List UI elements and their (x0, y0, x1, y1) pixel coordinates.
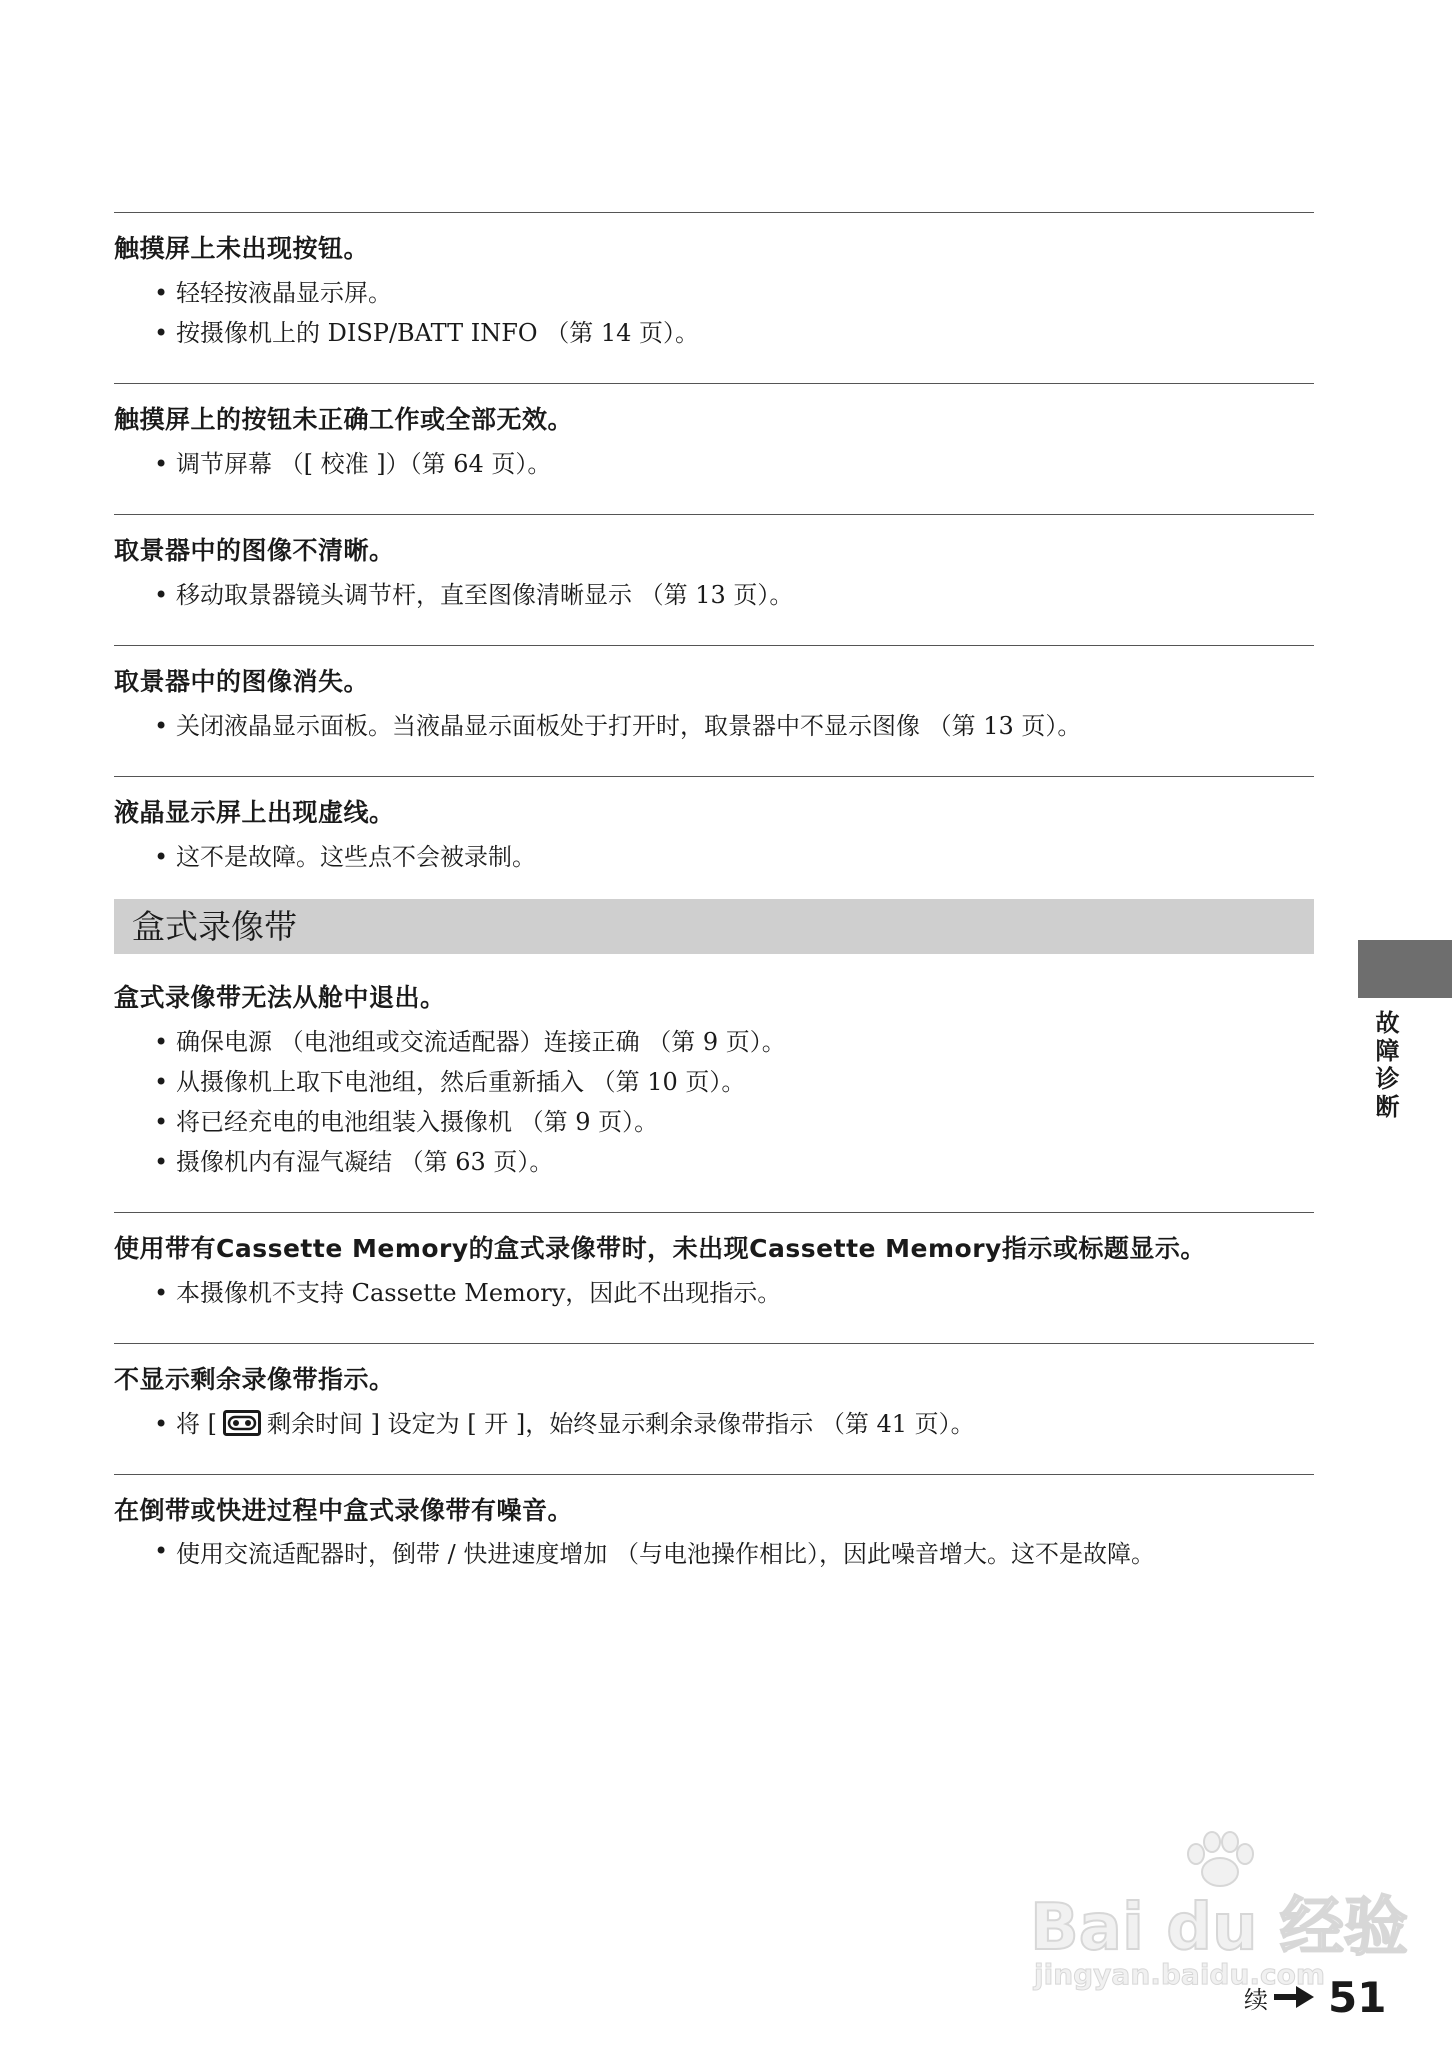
trouble-section (114, 645, 1314, 746)
list-item: • 确保电源 （电池组或交流适配器）连接正确 （第 9 页）。 (176, 1022, 1314, 1062)
item-list (114, 1404, 1314, 1444)
watermark-url: jingyan.baidu.com (1034, 1958, 1326, 1991)
trouble-section (114, 212, 1314, 353)
item-list (114, 444, 1314, 484)
page-number: 51 (1328, 1972, 1387, 2022)
list-item: • 轻轻按液晶显示屏。 (176, 273, 1314, 313)
item-list (114, 1535, 1314, 1571)
section-heading: 使用带有Cassette Memory的盒式录像带时，未出现Cassette Memory指示或标题显示。 (114, 1234, 1206, 1263)
item-list (114, 575, 1314, 615)
trouble-section (114, 1212, 1314, 1313)
item-suffix: 剩余时间 ] 设定为 [ 开 ]，始终显示剩余录像带指示 （第 41 页）。 (267, 1410, 975, 1438)
chapter-label: 故障诊断 (1371, 1010, 1399, 1122)
trouble-section (114, 954, 1314, 1182)
section-heading: 触摸屏上的按钮未正确工作或全部无效。 (114, 405, 574, 434)
section-heading: 取景器中的图像消失。 (114, 667, 370, 696)
section-heading: 在倒带或快进过程中盒式录像带有噪音。 (114, 1496, 574, 1525)
list-item: • 关闭液晶显示面板。当液晶显示面板处于打开时，取景器中不显示图像 （第 13 页）。 (176, 706, 1314, 746)
trouble-section (114, 776, 1314, 877)
list-item: • 从摄像机上取下电池组，然后重新插入 （第 10 页）。 (176, 1062, 1314, 1102)
section-heading: 盒式录像带无法从舱中退出。 (114, 983, 446, 1012)
list-item: • 移动取景器镜头调节杆，直至图像清晰显示 （第 13 页）。 (176, 575, 1314, 615)
list-item: • 摄像机内有湿气凝结 （第 63 页）。 (176, 1142, 1314, 1182)
list-item: • 这不是故障。这些点不会被录制。 (176, 837, 1314, 877)
page-footer (1244, 1972, 1386, 2022)
section-heading: 取景器中的图像不清晰。 (114, 536, 395, 565)
list-item: • 使用交流适配器时，倒带 / 快进速度增加 （与电池操作相比），因此噪音增大。这不是故障。 (176, 1535, 1314, 1571)
section-heading: 液晶显示屏上出现虚线。 (114, 798, 395, 827)
item-list (114, 273, 1314, 353)
trouble-section (114, 1343, 1314, 1444)
cassette-tape-icon (223, 1410, 261, 1436)
list-item: • 将已经充电的电池组装入摄像机 （第 9 页）。 (176, 1102, 1314, 1142)
category-band: 盒式录像带 (114, 899, 1314, 954)
item-list (114, 1022, 1314, 1182)
continued-label: 续 (1244, 1985, 1268, 2014)
trouble-section (114, 383, 1314, 484)
section-heading: 触摸屏上未出现按钮。 (114, 234, 370, 263)
watermark-text: Bai du 经验 (1030, 1891, 1408, 1965)
list-item: • 本摄像机不支持 Cassette Memory，因此不出现指示。 (176, 1273, 1314, 1313)
right-arrow-icon (1274, 1984, 1314, 2010)
list-item (176, 1404, 1314, 1444)
item-list (114, 1273, 1314, 1313)
section-heading: 不显示剩余录像带指示。 (114, 1365, 395, 1394)
manual-content (114, 212, 1314, 1571)
list-item: • 调节屏幕 （[ 校准 ]）（第 64 页）。 (176, 444, 1314, 484)
trouble-section (114, 514, 1314, 615)
list-item: • 按摄像机上的 DISP/BATT INFO （第 14 页）。 (176, 313, 1314, 353)
item-list (114, 706, 1314, 746)
trouble-section (114, 1474, 1314, 1571)
item-list (114, 837, 1314, 877)
chapter-tab (1358, 940, 1452, 998)
item-prefix: 将 [ (176, 1410, 217, 1438)
